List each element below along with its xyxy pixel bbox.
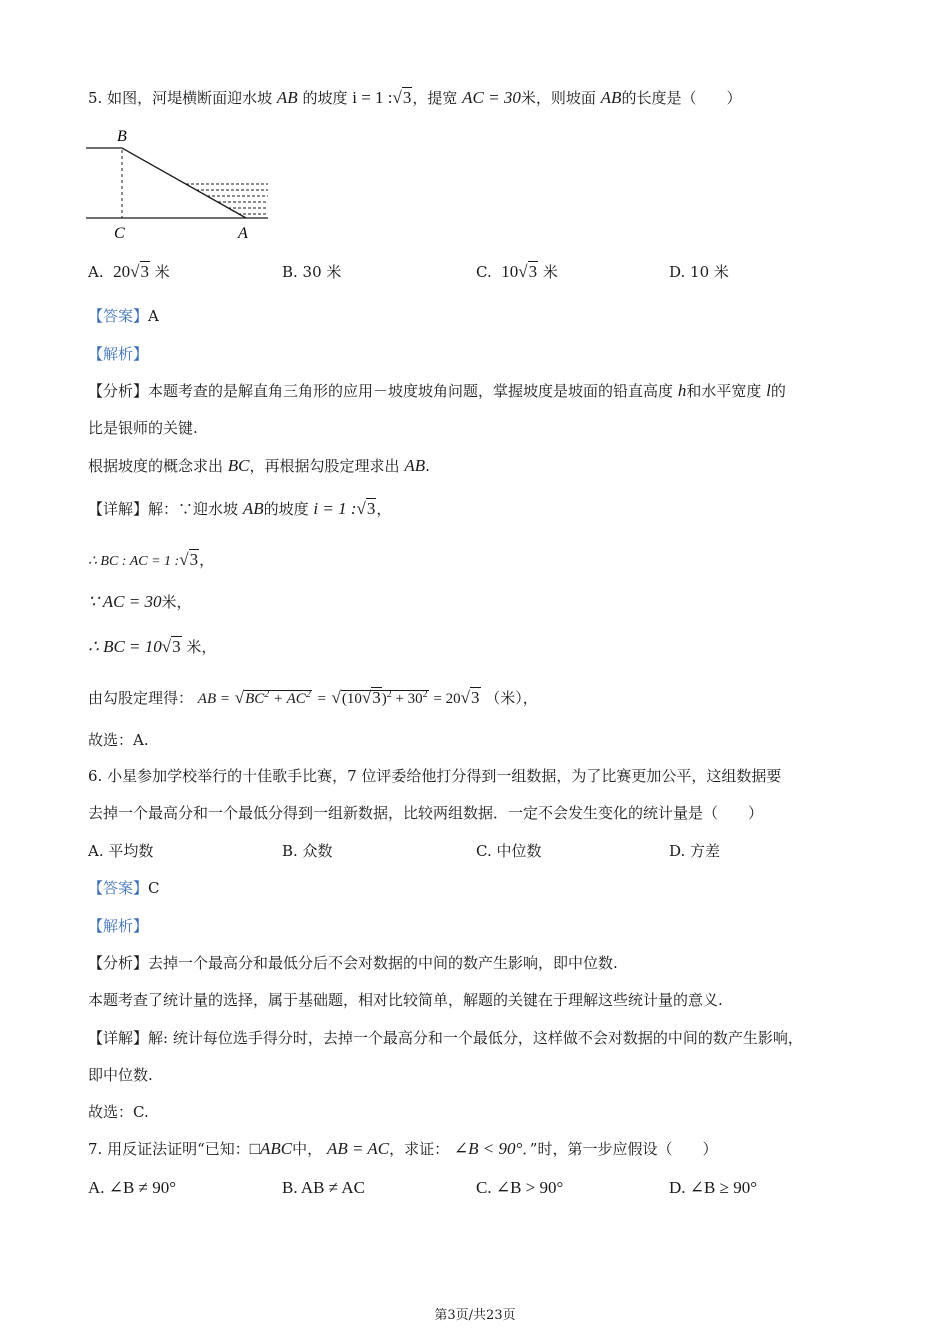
q5-analysis-tag: 【解析】 xyxy=(88,345,149,363)
embankment-figure xyxy=(86,124,276,246)
label-b: B xyxy=(117,128,127,145)
q7-stem: 7. 用反证法证明“已知：□ABC中， AB = AC，求证： ∠B < 90°．”时，第一步应假设（ ） xyxy=(88,1139,718,1158)
q7-option-d: D. ∠B ≥ 90° xyxy=(669,1178,757,1197)
q5-step3: ∴ BC = 10√3 米， xyxy=(88,637,217,656)
q6-detail: 【详解】解: 统计每位选手得分时，去掉一个最高分和一个最低分，这样做不会对数据的中间的数产生影响， xyxy=(88,1029,803,1047)
q5-conclusion: 故选：A. xyxy=(88,731,149,749)
q6-stem-1: 6. 小星参加学校举行的十佳歌手比赛，7 位评委给他打分得到一组数据，为了比赛更加公平，这组数据要 xyxy=(88,767,782,785)
q6-analysis-tag: 【解析】 xyxy=(88,917,149,935)
q5-fenxi: 【分析】本题考查的是解直角三角形的应用－坡度坡角问题，掌握坡度是坡面的铅直高度 h和水平宽度 l的 xyxy=(88,381,786,400)
q5-method: 根据坡度的概念求出 BC，再根据勾股定理求出 AB. xyxy=(88,456,430,475)
label-a: A xyxy=(238,225,248,242)
q5-answer: 【答案】A xyxy=(88,307,159,325)
q5-option-a: A. 20√3 米 xyxy=(88,262,170,281)
q6-detail-line2: 即中位数. xyxy=(88,1066,153,1084)
sqrt-3: √3 xyxy=(392,88,412,107)
q5-option-c: C. 10√3 米 xyxy=(476,262,558,281)
label-c: C xyxy=(114,225,125,242)
q6-fenxi: 【分析】去掉一个最高分和最低分后不会对数据的中间的数产生影响，即中位数. xyxy=(88,954,618,972)
q6-option-c: C. 中位数 xyxy=(476,842,542,860)
q5-stem: 5. 如图，河堤横断面迎水坡 AB 的坡度 i = 1 :√3，提宽 AC = 30米，则坡面 AB的长度是（ ） xyxy=(88,88,742,107)
q6-conclusion: 故选：C. xyxy=(88,1103,149,1121)
q5-step4: 由勾股定理得： AB = $√BC^2 + AC^2 = √(10√3)^2 + 30^2 = 20√3$ （米）， xyxy=(88,688,538,707)
q5-option-b: B. 30 米 xyxy=(282,263,342,281)
q6-answer: 【答案】C xyxy=(88,879,160,897)
q5-detail: 【详解】解：∵迎水坡 AB的坡度 i = 1 :√3， xyxy=(88,499,392,518)
q6-option-b: B. 众数 xyxy=(282,842,333,860)
q7-option-c: C. ∠B > 90° xyxy=(476,1178,564,1197)
q5-option-d: D. 10 米 xyxy=(669,263,729,281)
q6-fenxi-line2: 本题考查了统计量的选择，属于基础题，相对比较简单，解题的关键在于理解这些统计量的意义. xyxy=(88,991,723,1009)
q7-option-b: B. AB ≠ AC xyxy=(282,1178,366,1197)
q6-stem-2: 去掉一个最高分和一个最低分得到一组新数据，比较两组数据．一定不会发生变化的统计量是（ ） xyxy=(88,804,764,822)
q5-fenxi-line2: 比是银师的关键. xyxy=(88,419,198,437)
q6-option-d: D. 方差 xyxy=(669,842,721,860)
q6-option-a: A. 平均数 xyxy=(88,842,154,860)
page-footer: 第3页/共23页 xyxy=(434,1308,516,1323)
q5-step2: ∵ AC = 30米， xyxy=(88,592,192,611)
q7-option-a: A. ∠B ≠ 90° xyxy=(88,1178,176,1197)
q5-step1: ∴ BC : AC = 1 :√3， xyxy=(88,550,215,569)
